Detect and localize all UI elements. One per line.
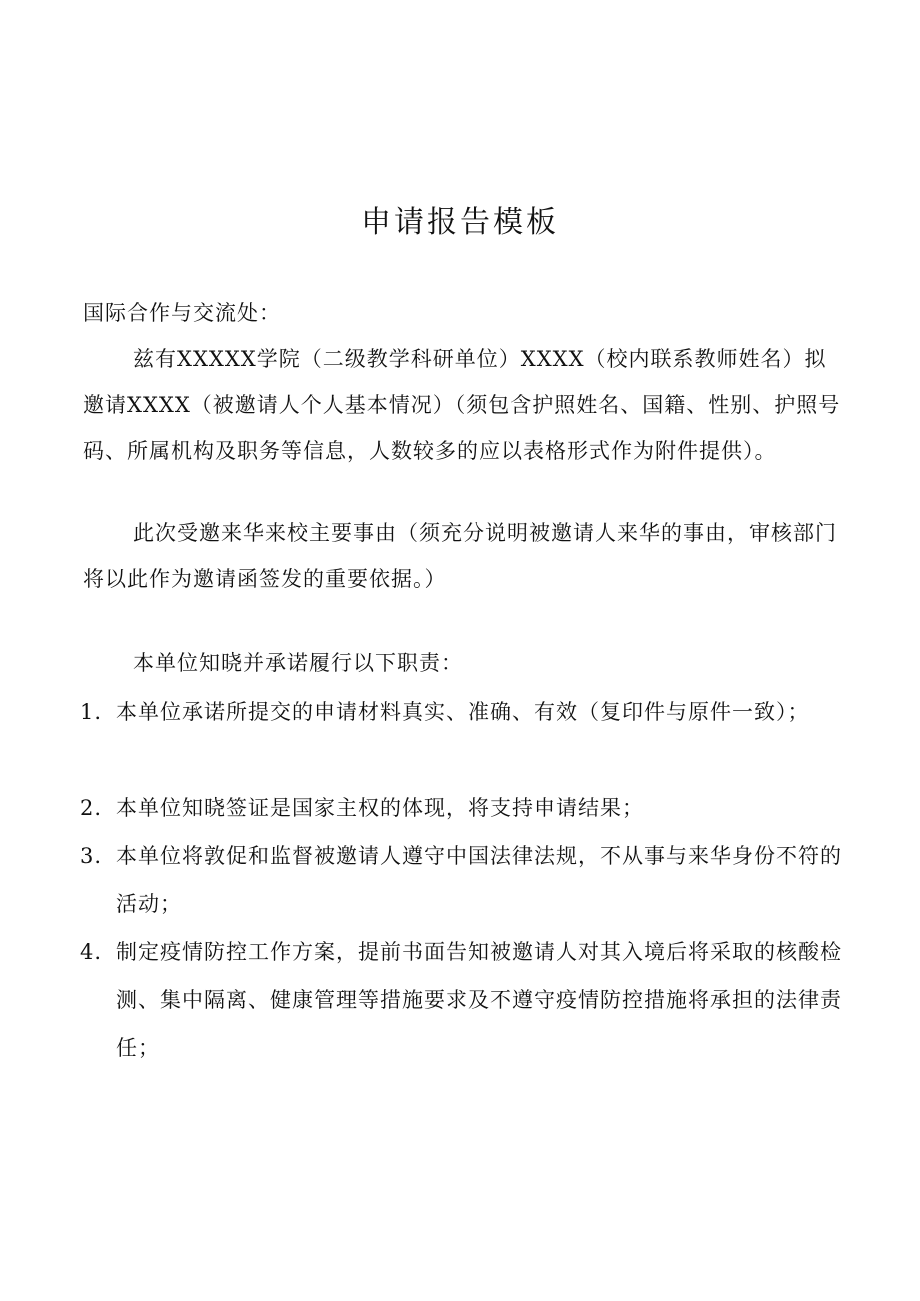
list-number: 1. (80, 700, 103, 724)
list-number: 3. (80, 844, 103, 868)
list-text: 本单位知晓签证是国家主权的体现，将支持申请结果； (116, 796, 644, 820)
list-text: 本单位承诺所提交的申请材料真实、准确、有效（复印件与原件一致）； (116, 700, 810, 724)
paragraph-visit-purpose: 此次受邀来华来校主要事由（须充分说明被邀请人来华的事由，审核部门将以此作为邀请函签发的重要依据。） (83, 521, 837, 591)
list-text: 制定疫情防控工作方案，提前书面告知被邀请人对其入境后将采取的核酸检测、集中隔离、健康管理等措施要求及不遵守疫情防控措施将承担的法律责任； (116, 940, 842, 1060)
salutation: 国际合作与交流处： (83, 301, 281, 325)
list-text: 本单位将敦促和监督被邀请人遵守中国法律法规，不从事与来华身份不符的活动； (116, 844, 842, 916)
list-item-2 (80, 784, 850, 832)
list-item-4 (80, 928, 850, 1072)
list-number: 4. (80, 940, 103, 964)
document-title: 申请报告模板 (361, 205, 559, 240)
paragraph-invitation-details: 兹有XXXXX学院（二级教学科研单位）XXXX（校内联系教师姓名）拟邀请XXXX（被邀请人个人基本情况）（须包含护照姓名、国籍、性别、护照号码、所属机构及职务等信息，人数较多的应以表格形式作为附件提供）。 (83, 347, 841, 463)
list-item-1 (80, 688, 850, 736)
commitment-intro: 本单位知晓并承诺履行以下职责： (133, 651, 463, 675)
list-number: 2. (80, 796, 103, 820)
list-item-3 (80, 832, 850, 928)
